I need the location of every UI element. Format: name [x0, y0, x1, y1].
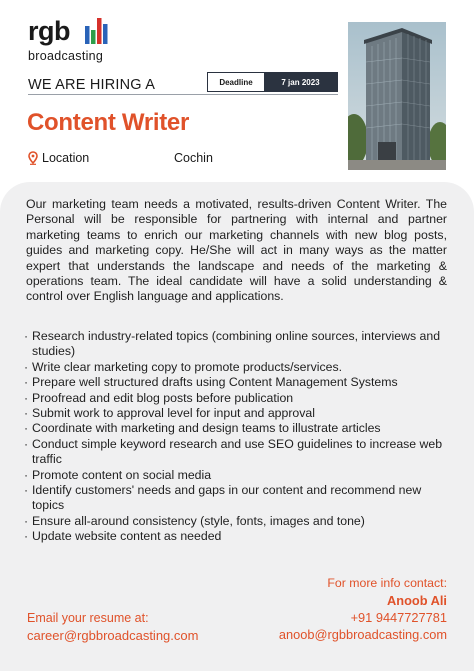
- location-pin-icon: [28, 151, 38, 165]
- company-logo: [28, 16, 118, 66]
- responsibilities-list: [24, 329, 444, 545]
- list-item: · Submit work to approval level for input and approval: [24, 406, 444, 421]
- deadline-label: Deadline: [208, 73, 264, 91]
- location-value: Cochin: [174, 151, 213, 165]
- contact-block: [279, 575, 447, 643]
- office-building-photo: [348, 22, 446, 170]
- job-title: Content Writer: [27, 109, 190, 136]
- contact-phone-link[interactable]: +91 9447727781: [350, 610, 447, 625]
- list-item: · Ensure all-around consistency (style, fonts, images and tone): [24, 514, 444, 529]
- list-item: · Research industry-related topics (combining online sources, interviews and studies): [24, 329, 444, 360]
- list-item: · Update website content as needed: [24, 529, 444, 544]
- hiring-heading: WE ARE HIRING A: [28, 77, 156, 93]
- list-item: · Prepare well structured drafts using Content Management Systems: [24, 375, 444, 390]
- list-item: · Promote content on social media: [24, 468, 444, 483]
- contact-name: Anoob Ali: [387, 593, 447, 608]
- list-item: · Identify customers' needs and gaps in our content and recommend new topics: [24, 483, 444, 514]
- apply-label: Email your resume at:: [27, 611, 149, 625]
- logo-bars-icon: [85, 18, 109, 44]
- job-description: Our marketing team needs a motivated, results-driven Content Writer. The Personal will be responsible for partnering with internal and partner marketing teams to enrich our marketing channels with new blog posts, guides and marketing copy. He/She will act in many ways as the matter expert that understands the landscape and needs of the marketing & operations team. The ideal candidate will have a solid understanding & control over English language and applications.: [26, 197, 447, 304]
- list-item: · Proofread and edit blog posts before publication: [24, 391, 444, 406]
- deadline-badge: [207, 72, 338, 92]
- logo-subtitle: broadcasting: [28, 49, 104, 63]
- header-divider: [28, 94, 338, 95]
- list-item: · Write clear marketing copy to promote products/services.: [24, 360, 444, 375]
- contact-email-link[interactable]: anoob@rgbbroadcasting.com: [278, 627, 447, 642]
- location-label: Location: [42, 151, 90, 165]
- contact-label: For more info contact:: [327, 576, 447, 590]
- logo-wordmark: rgb: [28, 16, 70, 46]
- deadline-value: 7 jan 2023: [264, 73, 337, 91]
- apply-email-link[interactable]: career@rgbbroadcasting.com: [27, 628, 199, 643]
- list-item: · Coordinate with marketing and design teams to illustrate articles: [24, 421, 444, 436]
- building-image: [348, 22, 446, 170]
- list-item: · Conduct simple keyword research and use SEO guidelines to increase web traffic: [24, 437, 444, 468]
- location-row: [28, 151, 328, 167]
